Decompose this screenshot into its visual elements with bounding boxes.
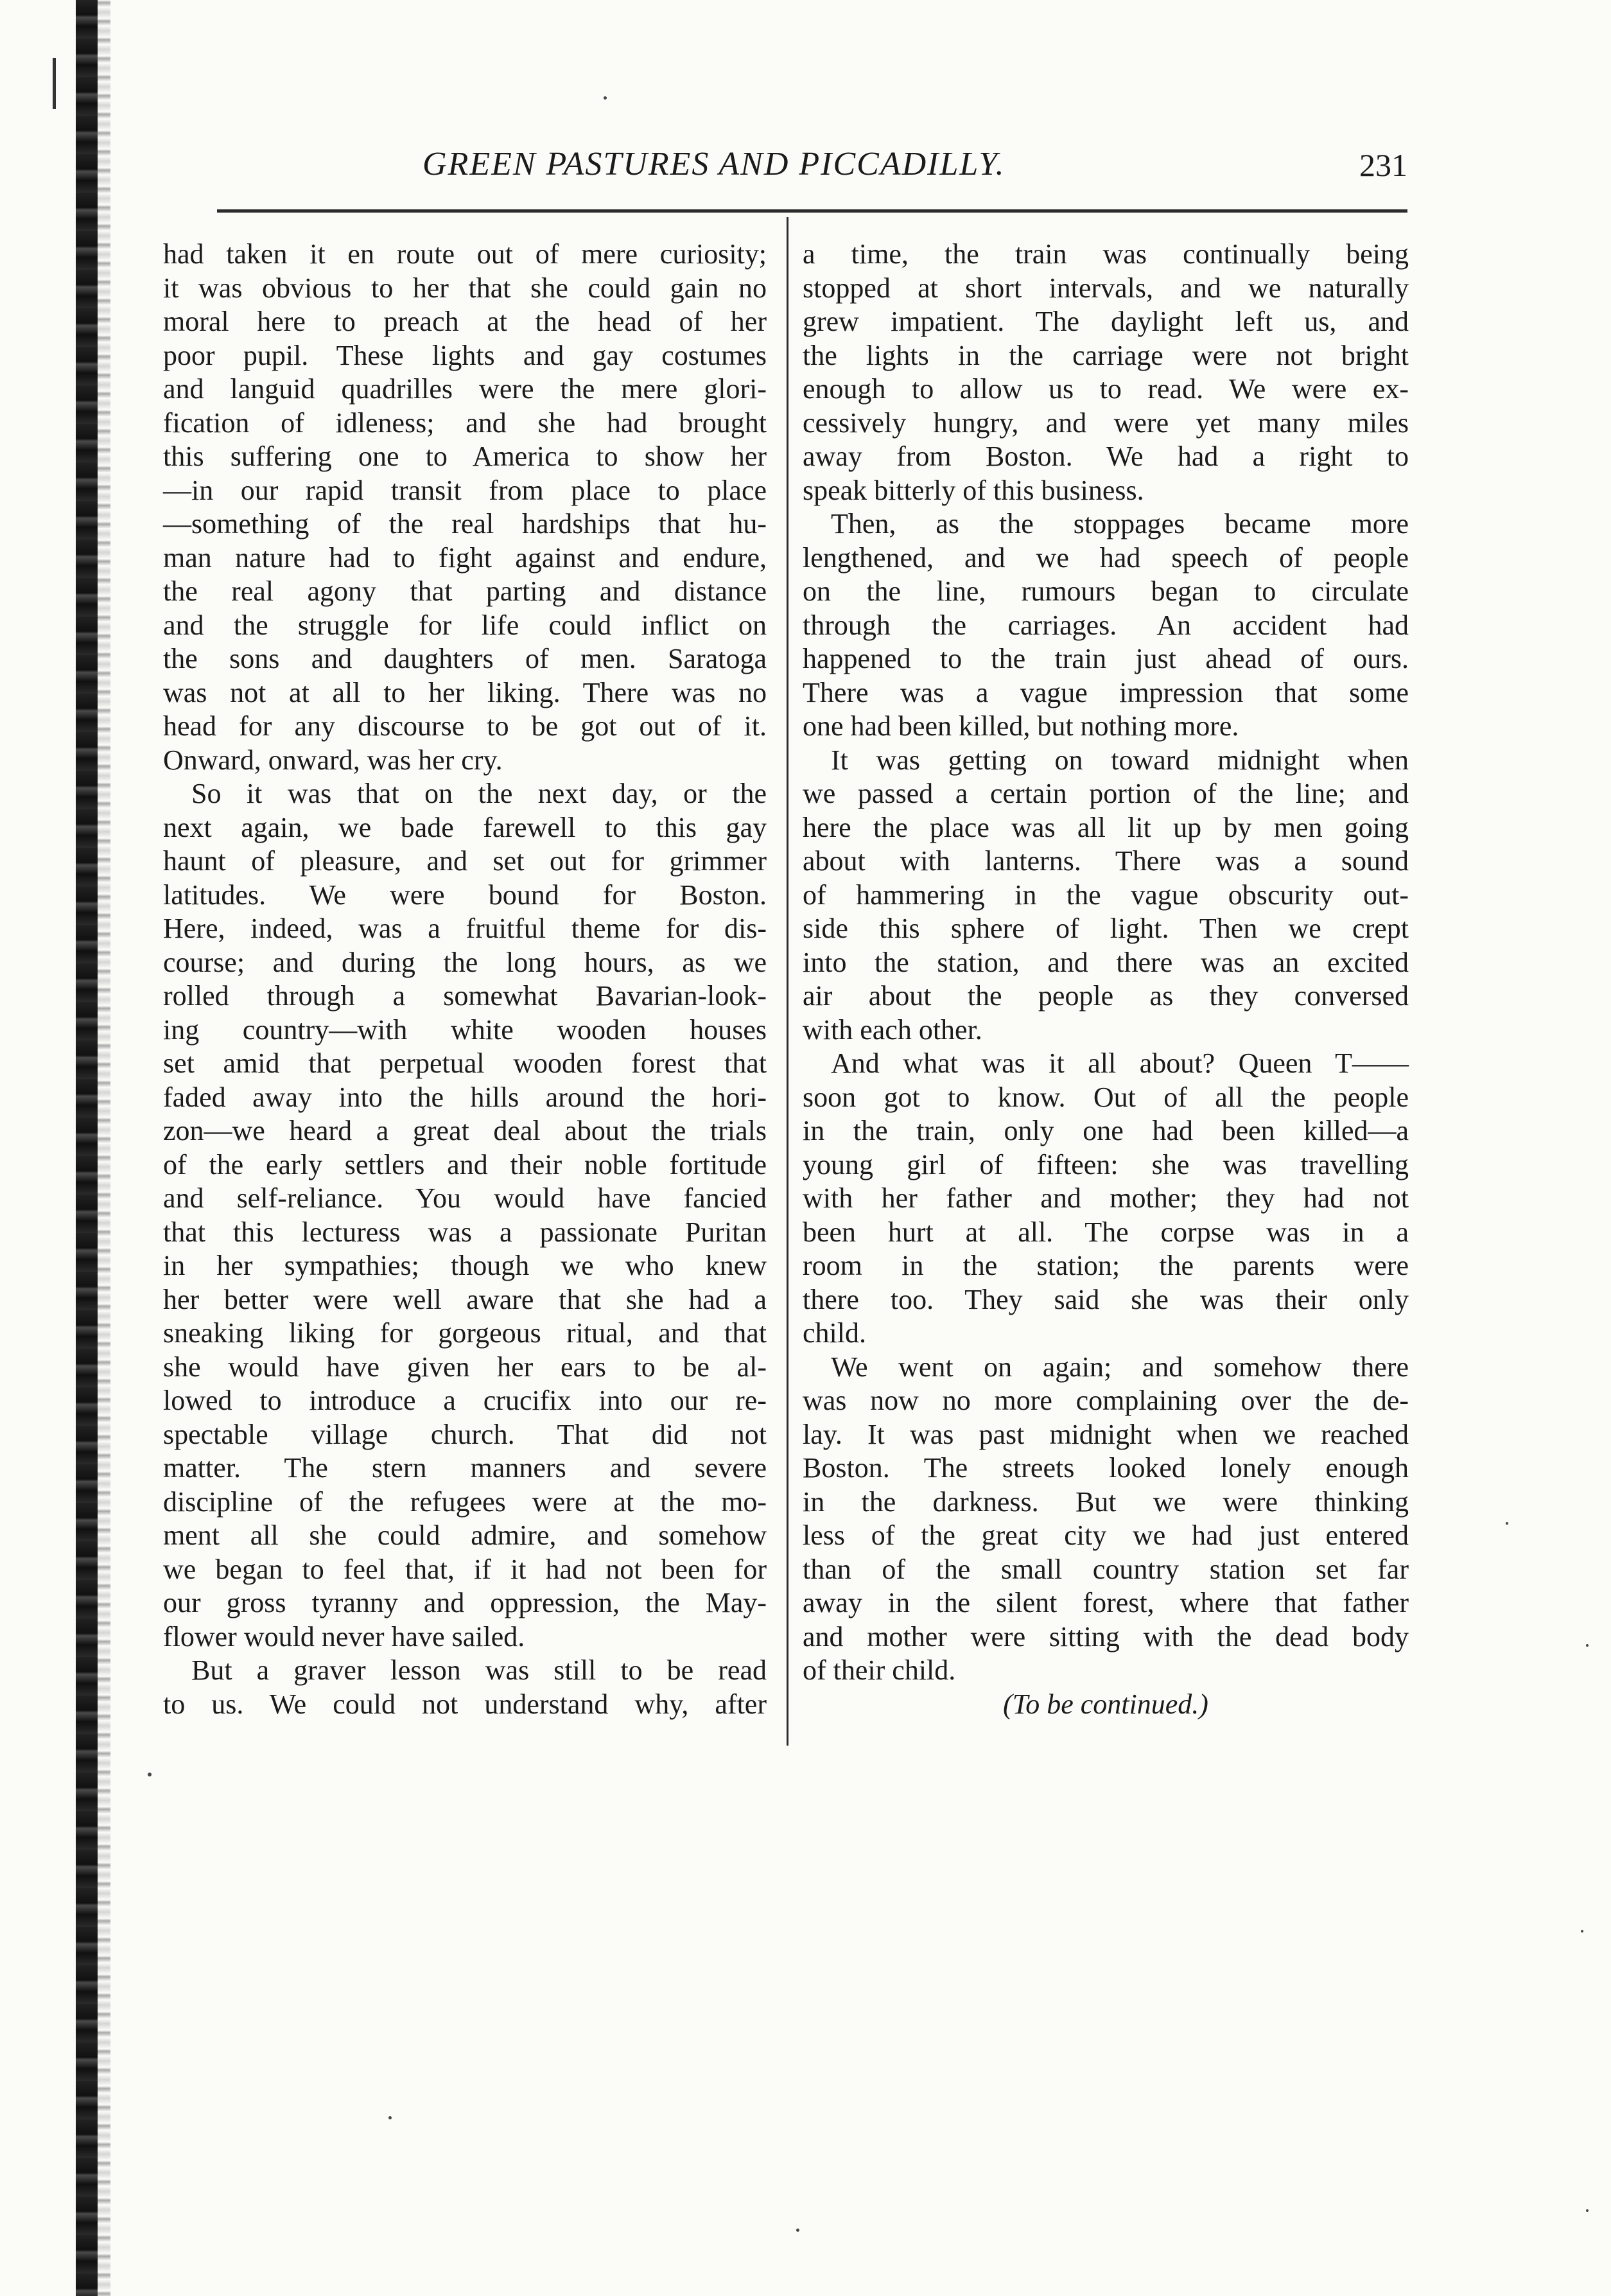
- text-line: away in the silent forest, where that father: [803, 1587, 1409, 1618]
- text-line: there too. They said she was their only: [803, 1283, 1409, 1315]
- text-line: cessively hungry, and were yet many miles: [803, 407, 1409, 439]
- text-line: Boston. The streets looked lonely enough: [803, 1452, 1409, 1484]
- text-line: away from Boston. We had a right to: [803, 441, 1409, 472]
- print-speck: [388, 2116, 392, 2119]
- text-line: side this sphere of light. Then we crept: [803, 913, 1409, 944]
- text-line: stopped at short intervals, and we naturally: [803, 272, 1409, 304]
- text-line: young girl of fifteen: she was travelling: [803, 1148, 1409, 1180]
- continuation-note: (To be continued.): [1003, 1688, 1208, 1720]
- text-line: this suffering one to America to show her: [163, 441, 767, 472]
- text-line: and the struggle for life could inflict on: [163, 609, 767, 641]
- text-line: in her sympathies; though we who knew: [163, 1250, 767, 1281]
- text-line: that this lecturess was a passionate Puritan: [163, 1216, 767, 1248]
- text-line: Then, as the stoppages became more: [831, 508, 1409, 539]
- text-line: sneaking liking for gorgeous ritual, and that: [163, 1317, 767, 1349]
- text-line: lengthened, and we had speech of people: [803, 541, 1409, 574]
- text-line: her better were well aware that she had a: [163, 1283, 767, 1315]
- print-speck: [1506, 1522, 1508, 1525]
- print-speck: [148, 1773, 152, 1776]
- text-line: and languid quadrilles were the mere glori-: [163, 373, 767, 405]
- text-line: lay. It was past midnight when we reached: [803, 1418, 1409, 1450]
- print-speck: [1586, 2209, 1589, 2212]
- text-line: air about the people as they conversed: [803, 980, 1409, 1012]
- page-number: 231: [1359, 147, 1407, 183]
- text-line: It was getting on toward midnight when: [831, 744, 1409, 776]
- text-line: Here, indeed, was a fruitful theme for dis-: [163, 913, 767, 944]
- text-line: flower would never have sailed.: [163, 1620, 525, 1652]
- text-line: speak bitterly of this business.: [803, 474, 1144, 506]
- binding-edge: [76, 0, 98, 2296]
- text-line: of their child.: [803, 1654, 956, 1686]
- text-line: of hammering in the vague obscurity out-: [803, 879, 1409, 911]
- text-line: fication of idleness; and she had brought: [163, 407, 767, 439]
- text-line: and self-reliance. You would have fancied: [163, 1182, 767, 1214]
- text-line: in the darkness. But we were thinking: [803, 1485, 1409, 1518]
- text-line: had taken it en route out of mere curiosity;: [163, 238, 767, 270]
- text-line: and mother were sitting with the dead body: [803, 1620, 1409, 1652]
- text-line: our gross tyranny and oppression, the May-: [163, 1587, 767, 1618]
- text-line: the real agony that parting and distance: [163, 575, 767, 607]
- text-line: the lights in the carriage were not bright: [803, 339, 1409, 371]
- text-line: grew impatient. The daylight left us, and: [803, 306, 1409, 337]
- text-line: we passed a certain portion of the line; and: [803, 778, 1409, 809]
- text-line: man nature had to fight against and endure,: [163, 541, 767, 574]
- text-line: was now no more complaining over the de-: [803, 1385, 1409, 1416]
- text-line: was not at all to her liking. There was no: [163, 676, 767, 708]
- text-line: a time, the train was continually being: [803, 238, 1409, 270]
- column-divider: [787, 217, 788, 1746]
- text-line: set amid that perpetual wooden forest that: [163, 1047, 767, 1079]
- text-line: moral here to preach at the head of her: [163, 306, 767, 337]
- text-line: So it was that on the next day, or the: [191, 778, 767, 809]
- text-line: the sons and daughters of men. Saratoga: [163, 643, 767, 674]
- text-line: rolled through a somewhat Bavarian-look-: [163, 980, 767, 1012]
- text-line: been hurt at all. The corpse was in a: [803, 1216, 1409, 1248]
- print-speck: [1586, 1644, 1589, 1647]
- text-line: into the station, and there was an excited: [803, 946, 1409, 978]
- text-line: than of the small country station set far: [803, 1553, 1409, 1585]
- text-line: spectable village church. That did not: [163, 1418, 767, 1450]
- text-line: head for any discourse to be got out of it.: [163, 710, 767, 742]
- text-line: But a graver lesson was still to be read: [191, 1654, 767, 1686]
- right-column: [803, 238, 1409, 1721]
- text-line: ing country—with white wooden houses: [163, 1013, 767, 1046]
- text-line: of the early settlers and their noble fortitude: [163, 1148, 767, 1180]
- text-line: enough to allow us to read. We were ex-: [803, 373, 1409, 405]
- text-line: about with lanterns. There was a sound: [803, 845, 1409, 877]
- text-line: next again, we bade farewell to this gay: [163, 811, 767, 843]
- text-line: —in our rapid transit from place to place: [163, 474, 767, 506]
- text-line: faded away into the hills around the hori-: [163, 1081, 767, 1113]
- text-line: soon got to know. Out of all the people: [803, 1081, 1409, 1113]
- text-line: child.: [803, 1317, 866, 1349]
- text-line: Onward, onward, was her cry.: [163, 744, 503, 776]
- text-line: room in the station; the parents were: [803, 1250, 1409, 1281]
- running-title: GREEN PASTURES AND PICCADILLY.: [422, 146, 1006, 182]
- text-line: to us. We could not understand why, after: [163, 1688, 767, 1720]
- text-line: less of the great city we had just entered: [803, 1520, 1409, 1551]
- text-line: through the carriages. An accident had: [803, 609, 1409, 641]
- left-column: [163, 238, 767, 1721]
- text-line: with her father and mother; they had not: [803, 1182, 1409, 1214]
- text-line: There was a vague impression that some: [803, 676, 1409, 708]
- text-line: happened to the train just ahead of ours.: [803, 643, 1409, 674]
- text-line: she would have given her ears to be al-: [163, 1351, 767, 1383]
- text-line: haunt of pleasure, and set out for grimmer: [163, 845, 767, 877]
- text-line: one had been killed, but nothing more.: [803, 710, 1239, 742]
- header-rule: [217, 209, 1407, 213]
- text-line: we began to feel that, if it had not been for: [163, 1553, 767, 1585]
- text-line: —something of the real hardships that hu-: [163, 508, 767, 539]
- text-line: And what was it all about? Queen T——: [831, 1047, 1409, 1079]
- print-speck: [796, 2229, 799, 2232]
- print-speck: [1581, 1930, 1583, 1932]
- text-line: course; and during the long hours, as we: [163, 946, 767, 978]
- text-line: poor pupil. These lights and gay costumes: [163, 339, 767, 371]
- text-line: in the train, only one had been killed—a: [803, 1115, 1409, 1146]
- text-line: latitudes. We were bound for Boston.: [163, 879, 767, 911]
- print-speck: [604, 96, 607, 100]
- text-line: matter. The stern manners and severe: [163, 1452, 767, 1484]
- edge-mark: [53, 58, 56, 109]
- text-line: ment all she could admire, and somehow: [163, 1520, 767, 1551]
- text-line: with each other.: [803, 1013, 982, 1046]
- text-line: We went on again; and somehow there: [831, 1351, 1409, 1383]
- page-header: [217, 145, 1407, 194]
- text-line: lowed to introduce a crucifix into our re-: [163, 1385, 767, 1416]
- text-line: zon—we heard a great deal about the trials: [163, 1115, 767, 1146]
- text-line: here the place was all lit up by men going: [803, 811, 1409, 843]
- text-line: discipline of the refugees were at the mo-: [163, 1485, 767, 1518]
- text-line: it was obvious to her that she could gain no: [163, 272, 767, 304]
- text-line: on the line, rumours began to circulate: [803, 575, 1409, 607]
